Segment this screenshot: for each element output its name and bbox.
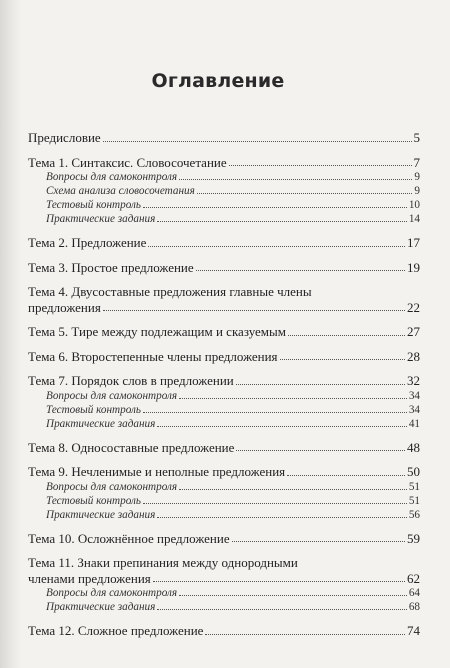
toc-leader-dots [232,541,405,542]
toc-row[interactable] [46,403,420,417]
toc-leader-dots [103,310,405,311]
toc-row[interactable] [46,600,420,614]
toc-subsection [28,508,420,522]
toc-subsection [28,170,420,184]
toc-label: членами предложения [28,570,151,586]
toc-leader-dots [280,359,405,360]
toc-label: Тема 3. Простое предложение [28,259,194,275]
toc-chapter [28,373,420,389]
toc-subsection [28,389,420,403]
toc-subsection [28,212,420,226]
toc-subsection [28,494,420,508]
toc-chapter [28,623,420,639]
toc-subsection [28,600,420,614]
toc-page-number: 28 [407,348,420,364]
toc-leader-dots [205,634,405,635]
toc-leader-dots [287,475,405,476]
toc-page-number: 27 [407,324,420,339]
toc-page-number: 9 [414,185,420,197]
toc-row[interactable] [46,494,420,508]
toc-leader-dots [103,141,412,142]
toc-row[interactable] [28,373,420,389]
toc-label: Тема 10. Осложнённое предложение [28,530,230,546]
toc-leader-dots [236,450,405,451]
toc-subsection [28,586,420,600]
toc-label: Тема 11. Знаки препинания между однородными [28,555,298,570]
toc-label: Тема 7. Порядок слов в предложении [28,373,234,388]
toc-label: Практические задания [46,417,156,430]
toc-row[interactable] [28,440,420,456]
toc-page-number: 41 [408,417,420,430]
toc-chapter [28,464,420,480]
toc-chapter [28,235,420,251]
toc-page-number: 34 [408,389,420,402]
toc-leader-dots [179,489,407,490]
toc-leader-dots [143,207,407,208]
toc-label: Тестовый контроль [46,403,142,416]
toc-page-number: 48 [407,439,420,455]
page-title: Оглавление [151,70,285,92]
toc-page-number: 22 [407,299,420,315]
toc-page-number: 59 [407,530,420,546]
toc-label: Вопросы для самоконтроля [46,587,178,599]
toc-row[interactable] [28,284,420,300]
table-of-contents [28,130,420,639]
toc-row[interactable] [28,571,420,587]
toc-leader-dots [179,179,412,180]
toc-row[interactable] [46,184,420,198]
toc-row[interactable] [28,349,420,365]
toc-page-number: 10 [408,199,420,211]
toc-page-number: 51 [408,494,420,507]
toc-leader-dots [197,193,413,194]
toc-chapter [28,555,420,586]
toc-label: Тестовый контроль [46,494,142,507]
toc-leader-dots [179,398,407,399]
toc-row[interactable] [28,300,420,316]
toc-page-number: 62 [407,570,420,586]
toc-label: Тестовый контроль [46,199,142,211]
toc-row[interactable] [46,417,420,431]
toc-label: Вопросы для самоконтроля [46,171,178,183]
toc-chapter [28,130,420,146]
toc-leader-dots [157,517,407,518]
toc-page-number: 74 [407,623,420,638]
toc-label: Тема 1. Синтаксис. Словосочетание [28,154,227,170]
toc-page-number: 50 [407,464,420,479]
toc-row[interactable] [28,464,420,480]
toc-label: Предисловие [28,130,101,145]
toc-leader-dots [196,270,405,271]
toc-row[interactable] [46,198,420,212]
toc-label: Тема 2. Предложение [28,235,147,250]
toc-label: Вопросы для самоконтроля [46,389,178,402]
toc-chapter [28,284,420,315]
toc-page-number: 9 [414,171,420,183]
toc-page-number: 68 [408,601,420,613]
toc-label: Практические задания [46,508,156,521]
toc-subsection [28,403,420,417]
toc-row[interactable] [28,155,420,171]
toc-label: Тема 8. Односоставные предложение [28,439,235,455]
toc-page-number: 32 [407,373,420,388]
toc-row[interactable] [28,623,420,639]
toc-chapter [28,349,420,365]
toc-chapter [28,531,420,547]
toc-row[interactable] [46,389,420,403]
toc-chapter [28,260,420,276]
toc-label: предложения [28,299,101,315]
toc-page-number: 51 [408,480,420,493]
toc-chapter [28,155,420,171]
toc-leader-dots [153,581,405,582]
toc-label: Тема 12. Сложное предложение [28,623,204,638]
toc-page-number: 7 [413,154,420,170]
toc-label: Тема 6. Второстепенные члены предложения [28,348,278,364]
toc-page-number: 56 [408,508,420,521]
toc-label: Вопросы для самоконтроля [46,480,178,493]
toc-row[interactable] [28,260,420,276]
toc-row[interactable] [28,130,420,146]
toc-label: Тема 5. Тире между подлежащим и сказуемым [28,324,286,339]
toc-row[interactable] [28,531,420,547]
toc-page-number: 17 [407,235,420,250]
toc-leader-dots [148,246,405,247]
toc-row[interactable] [46,480,420,494]
toc-leader-dots [157,221,407,222]
toc-row[interactable] [46,508,420,522]
toc-row[interactable] [46,586,420,600]
toc-row[interactable] [28,555,420,571]
toc-leader-dots [157,609,407,610]
toc-row[interactable] [28,324,420,340]
toc-leader-dots [157,426,407,427]
toc-subsection [28,480,420,494]
toc-leader-dots [143,503,407,504]
toc-page-number: 5 [413,130,420,145]
toc-row[interactable] [46,170,420,184]
toc-label: Практические задания [46,601,156,613]
toc-leader-dots [179,595,407,596]
toc-row[interactable] [46,212,420,226]
toc-chapter [28,324,420,340]
toc-label: Схема анализа словосочетания [46,185,195,197]
toc-subsection [28,198,420,212]
toc-subsection [28,417,420,431]
page-spine-shadow [0,0,22,668]
toc-leader-dots [229,165,412,166]
toc-row[interactable] [28,235,420,251]
toc-page-number: 14 [408,213,420,225]
toc-page-number: 64 [408,587,420,599]
toc-leader-dots [236,384,405,385]
toc-label: Тема 9. Нечленимые и неполные предложения [28,464,286,479]
toc-label: Тема 4. Двусоставные предложения главные члены [28,284,312,299]
toc-page-number: 19 [407,259,420,275]
toc-page-number: 34 [408,403,420,416]
toc-leader-dots [143,412,407,413]
toc-chapter [28,440,420,456]
toc-label: Практические задания [46,213,156,225]
toc-leader-dots [288,335,405,336]
toc-subsection [28,184,420,198]
